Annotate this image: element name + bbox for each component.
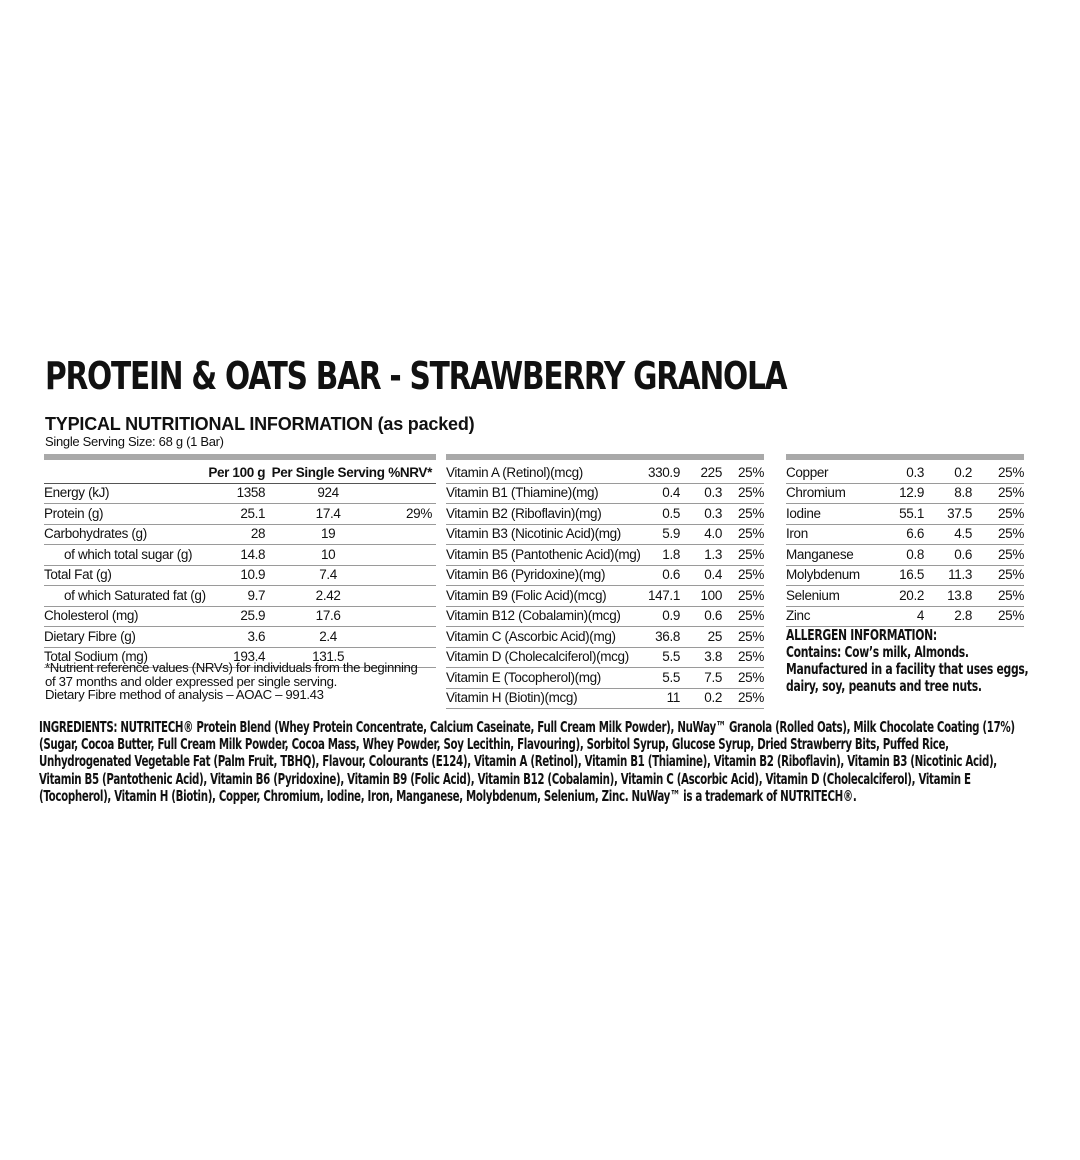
serving-size: Single Serving Size: 68 g (1 Bar) bbox=[45, 434, 224, 449]
row-label: Vitamin B3 (Nicotinic Acid)(mg) bbox=[446, 524, 642, 545]
row-label: Vitamin B1 (Thiamine)(mg) bbox=[446, 483, 642, 504]
row-label: Vitamin B12 (Cobalamin)(mcg) bbox=[446, 606, 642, 627]
row-label: Vitamin B9 (Folic Acid)(mcg) bbox=[446, 586, 642, 607]
header-label bbox=[44, 463, 206, 483]
vitamin-row bbox=[446, 565, 764, 586]
ingredients-line: INGREDIENTS: NUTRITECH® Protein Blend (Whey Protein Concentrate, Calcium Caseinate, Full Cream Milk Powder), NuWay™ Granola (Rolled Oats), Milk Chocolate Coating (17%) bbox=[39, 718, 1015, 736]
row-per-serving: 7.4 bbox=[269, 565, 387, 586]
header-per-100g: Per 100 g bbox=[206, 463, 269, 483]
row-per-serving: 4.5 bbox=[928, 524, 976, 545]
row-per-serving: 3.8 bbox=[684, 647, 726, 668]
row-per-serving: 0.6 bbox=[684, 606, 726, 627]
vitamin-row bbox=[446, 647, 764, 668]
mineral-row bbox=[786, 586, 1024, 607]
row-per-100g: 330.9 bbox=[642, 463, 684, 483]
row-label: Copper bbox=[786, 463, 882, 483]
row-per-100g: 6.6 bbox=[882, 524, 928, 545]
row-per-100g: 1.8 bbox=[642, 545, 684, 566]
row-label: Carbohydrates (g) bbox=[44, 524, 206, 545]
product-title: PROTEIN & OATS BAR - STRAWBERRY GRANOLA bbox=[45, 354, 787, 398]
row-nrv bbox=[387, 627, 436, 648]
nutrition-table-header bbox=[44, 463, 436, 483]
row-per-100g: 5.5 bbox=[642, 647, 684, 668]
header-bar-main bbox=[44, 454, 436, 460]
row-per-100g: 0.5 bbox=[642, 504, 684, 525]
footnote-line: of 37 months and older expressed per single serving. bbox=[45, 673, 337, 689]
mineral-row bbox=[786, 463, 1024, 483]
allergen-line: Contains: Cow’s milk, Almonds. bbox=[786, 643, 969, 661]
row-label: Vitamin H (Biotin)(mcg) bbox=[446, 688, 642, 709]
row-label: Vitamin B6 (Pyridoxine)(mg) bbox=[446, 565, 642, 586]
nutrition-row bbox=[44, 545, 436, 566]
row-label: Chromium bbox=[786, 483, 882, 504]
row-per-serving: 0.2 bbox=[684, 688, 726, 709]
row-per-serving: 225 bbox=[684, 463, 726, 483]
row-nrv: 25% bbox=[976, 586, 1024, 607]
row-nrv: 25% bbox=[976, 606, 1024, 627]
row-nrv: 25% bbox=[726, 524, 764, 545]
row-nrv bbox=[387, 483, 436, 504]
row-per-100g: 147.1 bbox=[642, 586, 684, 607]
mineral-row bbox=[786, 483, 1024, 504]
row-per-100g: 9.7 bbox=[206, 586, 269, 607]
row-per-100g: 20.2 bbox=[882, 586, 928, 607]
row-label: Vitamin C (Ascorbic Acid)(mg) bbox=[446, 627, 642, 648]
nutrition-table bbox=[44, 463, 436, 668]
row-per-100g: 5.5 bbox=[642, 668, 684, 689]
row-per-serving: 25 bbox=[684, 627, 726, 648]
row-per-100g: 4 bbox=[882, 606, 928, 627]
row-nrv: 25% bbox=[726, 483, 764, 504]
row-per-serving: 100 bbox=[684, 586, 726, 607]
row-label: Vitamin B5 (Pantothenic Acid)(mg) bbox=[446, 545, 642, 566]
row-nrv bbox=[387, 586, 436, 607]
vitamin-row bbox=[446, 627, 764, 648]
allergen-line: Manufactured in a facility that uses eggs, bbox=[786, 660, 1029, 678]
vitamins-table bbox=[446, 463, 764, 709]
row-nrv bbox=[387, 565, 436, 586]
row-nrv: 25% bbox=[726, 668, 764, 689]
footnote-line: *Nutrient reference values (NRVs) for individuals from the beginning bbox=[45, 660, 418, 675]
row-label: Molybdenum bbox=[786, 565, 882, 586]
row-per-100g: 25.9 bbox=[206, 606, 269, 627]
row-nrv: 25% bbox=[726, 463, 764, 483]
row-per-serving: 924 bbox=[269, 483, 387, 504]
header-bar-minerals bbox=[786, 454, 1024, 460]
row-label: Cholesterol (mg) bbox=[44, 606, 206, 627]
vitamin-row bbox=[446, 586, 764, 607]
row-per-100g: 0.6 bbox=[642, 565, 684, 586]
row-label: Vitamin B2 (Riboflavin)(mg) bbox=[446, 504, 642, 525]
header-bar-vitamins bbox=[446, 454, 764, 460]
row-nrv: 25% bbox=[726, 586, 764, 607]
row-per-serving: 11.3 bbox=[928, 565, 976, 586]
row-nrv: 25% bbox=[976, 463, 1024, 483]
ingredients-line: (Tocopherol), Vitamin H (Biotin), Copper, Chromium, Iodine, Iron, Manganese, Molybdenum, Selenium, Zinc. NuWay™ is a trademark of NUTRITECH®. bbox=[39, 786, 857, 805]
mineral-row bbox=[786, 524, 1024, 545]
nutrition-row bbox=[44, 504, 436, 525]
row-label: Total Sodium (mg) bbox=[44, 647, 206, 668]
row-per-100g: 193.4 bbox=[206, 647, 269, 668]
row-nrv: 25% bbox=[976, 483, 1024, 504]
ingredients-line: (Sugar, Cocoa Butter, Full Cream Milk Powder, Cocoa Mass, Whey Powder, Soy Lecithin, Flavouring), Sorbitol Syrup, Glucose Syrup, Dried Strawberry Bits, Puffed Rice, bbox=[39, 735, 949, 754]
ingredients-line: Unhydrogenated Vegetable Fat (Palm Fruit, TBHQ), Flavour, Colourants (E124), Vitamin A (Retinol), Vitamin B1 (Thiamine), Vitamin B2 (Riboflavin), Vitamin B3 (Nicotinic Acid), bbox=[39, 752, 997, 771]
row-per-serving: 1.3 bbox=[684, 545, 726, 566]
row-nrv bbox=[387, 524, 436, 545]
row-nrv: 25% bbox=[726, 688, 764, 709]
vitamin-row bbox=[446, 504, 764, 525]
vitamin-row bbox=[446, 483, 764, 504]
row-nrv: 25% bbox=[726, 627, 764, 648]
row-nrv: 25% bbox=[976, 565, 1024, 586]
row-nrv: 25% bbox=[976, 545, 1024, 566]
row-label: of which Saturated fat (g) bbox=[44, 586, 206, 607]
row-per-serving: 0.6 bbox=[928, 545, 976, 566]
row-per-serving: 17.4 bbox=[269, 504, 387, 525]
row-per-serving: 0.2 bbox=[928, 463, 976, 483]
mineral-row bbox=[786, 606, 1024, 627]
row-per-100g: 0.3 bbox=[882, 463, 928, 483]
row-per-100g: 0.8 bbox=[882, 545, 928, 566]
row-per-100g: 0.9 bbox=[642, 606, 684, 627]
row-nrv: 25% bbox=[726, 545, 764, 566]
header-per-serving: Per Single Serving bbox=[269, 463, 387, 483]
row-per-serving: 17.6 bbox=[269, 606, 387, 627]
row-label: Iodine bbox=[786, 504, 882, 525]
nutrition-heading: TYPICAL NUTRITIONAL INFORMATION (as packed) bbox=[45, 414, 475, 434]
row-label: of which total sugar (g) bbox=[44, 545, 206, 566]
nrv-footnote bbox=[45, 661, 445, 702]
row-per-100g: 1358 bbox=[206, 483, 269, 504]
vitamin-row bbox=[446, 668, 764, 689]
vitamin-row bbox=[446, 606, 764, 627]
row-per-serving: 0.3 bbox=[684, 504, 726, 525]
row-per-serving: 2.8 bbox=[928, 606, 976, 627]
row-label: Selenium bbox=[786, 586, 882, 607]
vitamin-row bbox=[446, 524, 764, 545]
row-per-serving: 2.42 bbox=[269, 586, 387, 607]
row-label: Iron bbox=[786, 524, 882, 545]
row-per-100g: 28 bbox=[206, 524, 269, 545]
nutrition-row bbox=[44, 606, 436, 627]
row-per-serving: 7.5 bbox=[684, 668, 726, 689]
vitamin-row bbox=[446, 545, 764, 566]
row-per-serving: 0.3 bbox=[684, 483, 726, 504]
row-per-serving: 131.5 bbox=[269, 647, 387, 668]
mineral-row bbox=[786, 565, 1024, 586]
row-per-serving: 2.4 bbox=[269, 627, 387, 648]
row-per-100g: 3.6 bbox=[206, 627, 269, 648]
ingredients-line: Vitamin B5 (Pantothenic Acid), Vitamin B6 (Pyridoxine), Vitamin B9 (Folic Acid), Vitamin B12 (Cobalamin), Vitamin C (Ascorbic Acid), Vitamin D (Cholecalciferol), Vitamin E bbox=[39, 769, 971, 788]
mineral-row bbox=[786, 545, 1024, 566]
header-nrv: %NRV* bbox=[387, 463, 436, 483]
row-nrv: 25% bbox=[976, 524, 1024, 545]
vitamin-row bbox=[446, 688, 764, 709]
row-per-serving: 0.4 bbox=[684, 565, 726, 586]
row-label: Vitamin A (Retinol)(mcg) bbox=[446, 463, 642, 483]
footnote-line: Dietary Fibre method of analysis – AOAC – 991.43 bbox=[45, 687, 324, 702]
row-per-serving: 10 bbox=[269, 545, 387, 566]
row-per-serving: 19 bbox=[269, 524, 387, 545]
row-nrv: 25% bbox=[726, 565, 764, 586]
row-nrv bbox=[387, 606, 436, 627]
row-nrv: 29% bbox=[387, 504, 436, 525]
row-label: Total Fat (g) bbox=[44, 565, 206, 586]
row-label: Protein (g) bbox=[44, 504, 206, 525]
row-nrv: 25% bbox=[726, 504, 764, 525]
row-per-100g: 55.1 bbox=[882, 504, 928, 525]
row-per-serving: 13.8 bbox=[928, 586, 976, 607]
row-per-100g: 0.4 bbox=[642, 483, 684, 504]
row-nrv: 25% bbox=[976, 504, 1024, 525]
row-label: Dietary Fibre (g) bbox=[44, 627, 206, 648]
mineral-row bbox=[786, 504, 1024, 525]
row-per-100g: 16.5 bbox=[882, 565, 928, 586]
nutrition-row bbox=[44, 565, 436, 586]
row-label: Zinc bbox=[786, 606, 882, 627]
row-label: Energy (kJ) bbox=[44, 483, 206, 504]
row-label: Manganese bbox=[786, 545, 882, 566]
ingredients-list bbox=[39, 718, 1015, 805]
nutrition-row bbox=[44, 627, 436, 648]
row-nrv: 25% bbox=[726, 647, 764, 668]
allergen-line: dairy, soy, peanuts and tree nuts. bbox=[786, 677, 982, 695]
row-per-serving: 4.0 bbox=[684, 524, 726, 545]
vitamin-row bbox=[446, 463, 764, 483]
row-per-100g: 10.9 bbox=[206, 565, 269, 586]
row-per-serving: 8.8 bbox=[928, 483, 976, 504]
row-per-100g: 12.9 bbox=[882, 483, 928, 504]
nutrition-row bbox=[44, 483, 436, 504]
row-per-serving: 37.5 bbox=[928, 504, 976, 525]
minerals-table bbox=[786, 463, 1024, 627]
row-per-100g: 14.8 bbox=[206, 545, 269, 566]
row-per-100g: 36.8 bbox=[642, 627, 684, 648]
row-per-100g: 25.1 bbox=[206, 504, 269, 525]
row-label: Vitamin E (Tocopherol)(mg) bbox=[446, 668, 642, 689]
row-label: Vitamin D (Cholecalciferol)(mcg) bbox=[446, 647, 642, 668]
nutrition-row bbox=[44, 586, 436, 607]
row-nrv: 25% bbox=[726, 606, 764, 627]
row-nrv bbox=[387, 545, 436, 566]
row-per-100g: 5.9 bbox=[642, 524, 684, 545]
nutrition-row bbox=[44, 524, 436, 545]
allergen-information bbox=[786, 627, 1031, 695]
row-per-100g: 11 bbox=[642, 688, 684, 709]
allergen-heading: ALLERGEN INFORMATION: bbox=[786, 626, 937, 644]
